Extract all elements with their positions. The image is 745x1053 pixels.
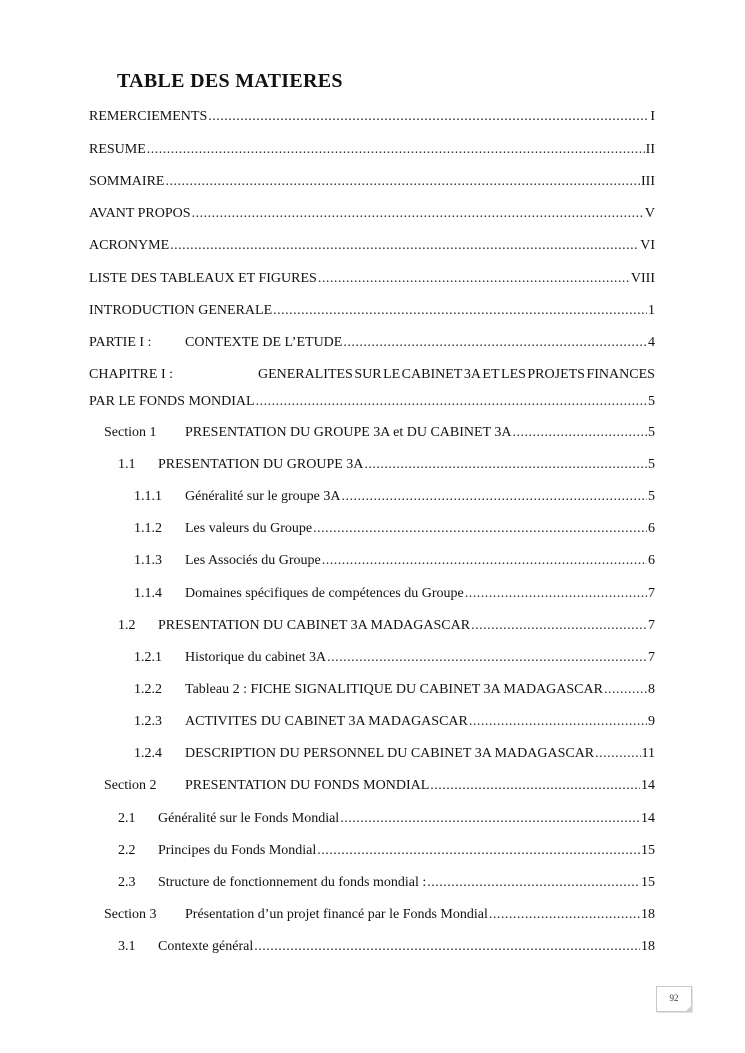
toc-entry-text: PAR LE FONDS MONDIAL <box>89 394 255 409</box>
toc-title: TABLE DES MATIERES <box>117 70 343 92</box>
toc-entry-remerciements[interactable] <box>89 109 655 125</box>
dot-leader <box>471 618 647 634</box>
dot-leader <box>340 811 640 827</box>
toc-entry-number: Section 2 <box>104 778 157 793</box>
toc-entry-text: Contexte général <box>158 939 254 954</box>
toc-entry-text: DESCRIPTION DU PERSONNEL DU CABINET 3A MADAGASCAR <box>185 746 595 761</box>
page-number: 92 <box>656 986 692 1012</box>
toc-entry-page: 18 <box>641 907 655 922</box>
chapter-word: SUR <box>354 367 382 382</box>
toc-entry-number: 1.2.3 <box>134 714 162 729</box>
toc-entry-text: Les valeurs du Groupe <box>185 521 313 536</box>
dot-leader <box>465 586 647 602</box>
toc-entry-page: 11 <box>641 746 655 761</box>
toc-entry-number: 1.2.2 <box>134 682 162 697</box>
toc-entry-page: VIII <box>630 271 655 286</box>
toc-entry-1-2-2[interactable] <box>134 682 655 698</box>
toc-entry-partie-1[interactable] <box>89 335 655 351</box>
toc-entry-text: Historique du cabinet 3A <box>185 650 327 665</box>
dot-leader <box>427 875 640 891</box>
chapter-word: FINANCES <box>586 367 655 382</box>
toc-entry-page: II <box>645 142 655 157</box>
toc-entry-number: 1.2.1 <box>134 650 162 665</box>
toc-entry-number: PARTIE I : <box>89 335 152 350</box>
dot-leader <box>208 109 649 125</box>
toc-entry-text: CONTEXTE DE L’ETUDE <box>185 335 343 350</box>
toc-entry-text: Généralité sur le groupe 3A <box>185 489 341 504</box>
toc-entry-section-1[interactable] <box>104 425 655 441</box>
dot-leader <box>317 843 640 859</box>
toc-entry-text: PRESENTATION DU GROUPE 3A et DU CABINET 3A <box>185 425 512 440</box>
toc-entry-introduction[interactable] <box>89 303 655 319</box>
toc-entry-number: 2.2 <box>118 843 136 858</box>
toc-entry-text: PRESENTATION DU FONDS MONDIAL <box>185 778 430 793</box>
toc-entry-page: 5 <box>648 457 655 472</box>
toc-entry-page: V <box>644 206 655 221</box>
dot-leader <box>322 553 647 569</box>
chapter-word: CABINET <box>401 367 463 382</box>
toc-entry-page: III <box>641 174 655 189</box>
dot-leader <box>595 746 640 762</box>
toc-entry-section-2[interactable] <box>104 778 655 794</box>
toc-entry-avant-propos[interactable] <box>89 206 655 222</box>
chapter-word: LE <box>383 367 401 382</box>
toc-entry-acronyme[interactable] <box>89 238 655 254</box>
toc-entry-chapitre-1[interactable] <box>89 367 655 410</box>
dot-leader <box>165 174 640 190</box>
chapter-word: LES <box>501 367 526 382</box>
dot-leader <box>343 335 647 351</box>
toc-entry-page: 7 <box>648 586 655 601</box>
toc-entry-number: 1.2 <box>118 618 136 633</box>
toc-entry-text: Structure de fonctionnement du fonds mondial : <box>158 875 427 890</box>
toc-entry-number: 1.1 <box>118 457 136 472</box>
toc-entry-page: 5 <box>648 489 655 504</box>
toc-entry-page: 5 <box>648 425 655 440</box>
toc-entry-2-2[interactable] <box>118 843 655 859</box>
chapter-line-2 <box>89 394 655 410</box>
dot-leader <box>430 778 640 794</box>
dot-leader <box>489 907 640 923</box>
dot-leader <box>342 489 648 505</box>
toc-entry-page: 14 <box>641 811 655 826</box>
dot-leader <box>364 457 647 473</box>
toc-entry-2-3[interactable] <box>118 875 655 891</box>
toc-entry-1-2[interactable] <box>118 618 655 634</box>
toc-entry-text: AVANT PROPOS <box>89 206 191 221</box>
dot-leader <box>273 303 647 319</box>
toc-entry-text: Présentation d’un projet financé par le Fonds Mondial <box>185 907 488 922</box>
toc-entry-page: 5 <box>648 394 655 409</box>
toc-entry-1-2-1[interactable] <box>134 650 655 666</box>
dot-leader <box>469 714 647 730</box>
toc-entry-number: 2.1 <box>118 811 136 826</box>
toc-entry-page: 6 <box>648 553 655 568</box>
toc-entry-number: CHAPITRE I : <box>89 367 173 382</box>
toc-entry-number: 1.1.4 <box>134 586 162 601</box>
dot-leader <box>318 271 630 287</box>
toc-entry-text: Les Associés du Groupe <box>185 553 321 568</box>
toc-entry-text: Généralité sur le Fonds Mondial <box>158 811 340 826</box>
toc-entry-page: 18 <box>641 939 655 954</box>
toc-entry-text: PRESENTATION DU CABINET 3A MADAGASCAR <box>158 618 471 633</box>
toc-entry-number: Section 1 <box>104 425 157 440</box>
toc-entry-text: Domaines spécifiques de compétences du Groupe <box>185 586 464 601</box>
toc-entry-number: Section 3 <box>104 907 157 922</box>
toc-entry-number: 1.1.3 <box>134 553 162 568</box>
toc-entry-page: VI <box>640 238 655 253</box>
toc-entry-1-2-4[interactable] <box>134 746 655 762</box>
toc-entry-page: I <box>650 109 655 124</box>
toc-entry-sommaire[interactable] <box>89 174 655 190</box>
chapter-word: PROJETS <box>527 367 585 382</box>
chapter-word: 3A <box>463 367 481 382</box>
dot-leader <box>254 939 640 955</box>
toc-entry-1-1-2[interactable] <box>134 521 655 537</box>
toc-entry-text: REMERCIEMENTS <box>89 109 208 124</box>
toc-entry-text: PRESENTATION DU GROUPE 3A <box>158 457 364 472</box>
toc-entry-page: 14 <box>641 778 655 793</box>
toc-entry-number: 2.3 <box>118 875 136 890</box>
toc-entry-page: 6 <box>648 521 655 536</box>
toc-entry-page: 7 <box>648 650 655 665</box>
toc-entry-page: 4 <box>648 335 655 350</box>
toc-entry-text: Principes du Fonds Mondial <box>158 843 317 858</box>
toc-entry-1-2-3[interactable] <box>134 714 655 730</box>
dot-leader <box>147 142 645 158</box>
dot-leader <box>256 394 647 410</box>
toc-entry-page: 15 <box>641 875 655 890</box>
toc-entry-1-1-4[interactable] <box>134 586 655 602</box>
toc-entry-number: 1.1.1 <box>134 489 162 504</box>
toc-entry-page: 7 <box>648 618 655 633</box>
toc-entry-resume[interactable] <box>89 142 655 158</box>
toc-entry-number: 1.2.4 <box>134 746 162 761</box>
chapter-word: ET <box>482 367 500 382</box>
spacer <box>174 367 256 383</box>
toc-entry-page: 8 <box>648 682 655 697</box>
toc-entry-1-1-1[interactable] <box>134 489 655 505</box>
toc-entry-page: 15 <box>641 843 655 858</box>
toc-entry-2-1[interactable] <box>118 811 655 827</box>
toc-entry-page: 9 <box>648 714 655 729</box>
dot-leader <box>170 238 639 254</box>
dot-leader <box>192 206 644 222</box>
toc-entry-text: ACTIVITES DU CABINET 3A MADAGASCAR <box>185 714 468 729</box>
toc-entry-text: Tableau 2 : FICHE SIGNALITIQUE DU CABINET 3A MADAGASCAR <box>185 682 603 697</box>
toc-entry-text: LISTE DES TABLEAUX ET FIGURES <box>89 271 317 286</box>
toc-entry-text: SOMMAIRE <box>89 174 165 189</box>
dot-leader <box>512 425 647 441</box>
toc-entry-number: 1.1.2 <box>134 521 162 536</box>
toc-entry-number: 3.1 <box>118 939 136 954</box>
toc-entry-liste-tableaux[interactable] <box>89 271 655 287</box>
toc-entry-page: 1 <box>648 303 655 318</box>
toc-entry-1-1-3[interactable] <box>134 553 655 569</box>
toc-entry-section-3[interactable] <box>104 907 655 923</box>
dot-leader <box>313 521 647 537</box>
toc-entry-text: INTRODUCTION GENERALE <box>89 303 273 318</box>
toc-entry-text: RESUME <box>89 142 146 157</box>
dot-leader <box>327 650 647 666</box>
chapter-word: GENERALITES <box>257 367 353 382</box>
toc-entry-3-1[interactable] <box>118 939 655 955</box>
toc-entry-1-1[interactable] <box>118 457 655 473</box>
toc-entry-text: ACRONYME <box>89 238 170 253</box>
dot-leader <box>604 682 647 698</box>
chapter-line-1 <box>89 367 655 383</box>
